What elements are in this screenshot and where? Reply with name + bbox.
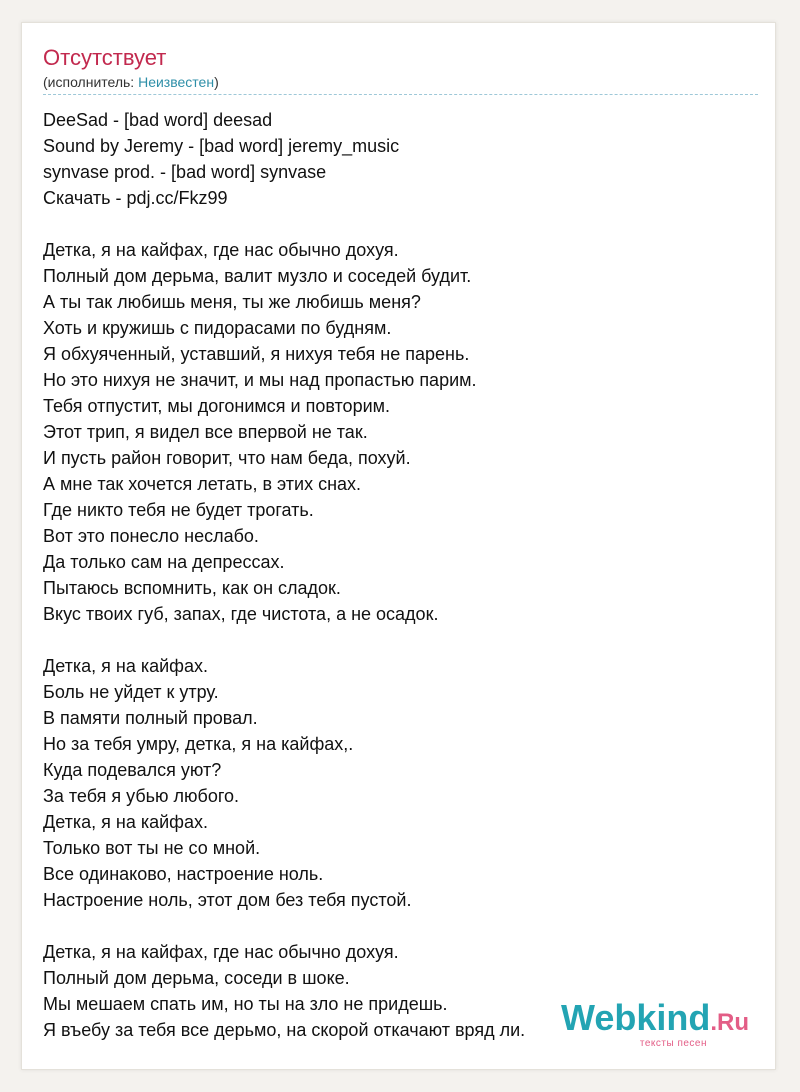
artist-link[interactable]: Неизвестен [138,74,215,90]
watermark-brand: Webkind [560,997,711,1038]
lyric-line: За тебя я убью любого. [43,786,240,806]
lyric-line: Вкус твоих губ, запах, где чистота, а не осадок. [43,604,439,624]
lyric-line: Тебя отпустит, мы догонимся и повторим. [43,396,391,416]
artist-prefix: (исполнитель: [43,74,139,90]
lyric-line: Хоть и кружишь с пидорасами по будням. [43,318,392,338]
lyric-line: Детка, я на кайфах. [43,812,208,832]
stanza-break [43,211,763,237]
lyric-line: Детка, я на кайфах. [43,656,208,676]
lyric-line: А ты так любишь меня, ты же любишь меня? [43,292,421,312]
lyric-line: Я обхуяченный, уставший, я нихуя тебя не парень. [43,344,470,364]
site-watermark [560,997,749,1049]
lyric-line: Где никто тебя не будет трогать. [43,500,314,520]
lyric-line: Полный дом дерьма, валит музло и соседей будит. [43,266,472,286]
song-title: Отсутствует [43,45,167,70]
watermark-logo [560,997,749,1041]
lyric-line: Детка, я на кайфах, где нас обычно дохуя. [43,240,399,260]
lyric-line: Sound by Jeremy - [bad word] jeremy_music [43,136,400,156]
lyric-line: Пытаюсь вспомнить, как он сладок. [43,578,341,598]
lyric-line: Но за тебя умру, детка, я на кайфах,. [43,734,354,754]
lyric-line: Все одинаково, настроение ноль. [43,864,324,884]
lyrics-page [21,22,776,1070]
lyric-line: Куда подевался уют? [43,760,222,780]
lyric-line: Боль не уйдет к утру. [43,682,219,702]
lyric-line: А мне так хочется летать, в этих снах. [43,474,362,494]
lyric-line: Да только сам на депрессах. [43,552,285,572]
artist-line [43,74,219,90]
lyric-line: DeeSad - [bad word] deesad [43,110,273,130]
watermark-tld: .Ru [710,1009,749,1036]
divider [43,94,758,95]
lyric-line: Только вот ты не со мной. [43,838,261,858]
lyric-line: Полный дом дерьма, соседи в шоке. [43,968,350,988]
lyric-line: И пусть район говорит, что нам беда, похуй. [43,448,411,468]
stanza-break [43,913,763,939]
lyric-line: Мы мешаем спать им, но ты на зло не придешь. [43,994,448,1014]
lyric-line: Я въебу за тебя все дерьмо, на скорой откачают вряд ли. [43,1020,526,1040]
lyric-line: synvase prod. - [bad word] synvase [43,162,327,182]
watermark-tagline: тексты песен [639,1038,707,1049]
lyric-line: В памяти полный провал. [43,708,258,728]
lyric-line: Настроение ноль, этот дом без тебя пустой. [43,890,412,910]
lyric-line: Вот это понесло неслабо. [43,526,259,546]
lyric-line: Но это нихуя не значит, и мы над пропастью парим. [43,370,477,390]
lyric-line: Этот трип, я видел все впервой не так. [43,422,368,442]
artist-suffix: ) [214,74,219,90]
lyric-line: Детка, я на кайфах, где нас обычно дохуя. [43,942,399,962]
lyrics-text [43,107,763,1043]
lyric-line: Скачать - pdj.cc/Fkz99 [43,188,228,208]
stanza-break [43,627,763,653]
